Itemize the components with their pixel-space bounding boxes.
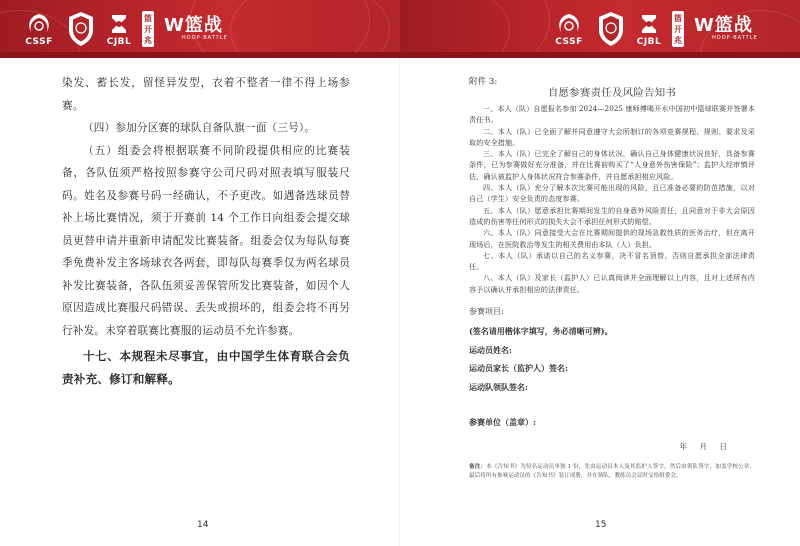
cssf-label: CSSF <box>555 36 583 47</box>
document-title: 自愿参赛责任及风险告知书 <box>547 87 677 99</box>
cjbl-logo <box>636 12 662 47</box>
paragraph: （五）组委会将根据联赛不同阶段提供相应的比赛装备，各队伍须严格按照参赛守公司尺码对照表填写服装尺码。姓名及参赛号码一经确认，不予更改。如遇备选球员替补上场比赛情况，须于开赛前 14 个工作日向组委会提交球员更替申请并重新申请配发比赛装备。组委会仅为每队每赛季免费补发主客场球衣各两套，即每队每赛季仅为两名球员补发比赛装备，各队伍须妥善保管所发比赛装备，如因个人原因造成比赛服尺码错误、丢失或损坏的，组委会将不再另行补发。未穿着联赛比赛服的运动员不允许参赛。 <box>62 144 350 337</box>
crest-logo <box>596 10 626 48</box>
unit-stamp-field[interactable]: 参赛单位（盖章）: <box>469 417 536 428</box>
clause: 六、本人（队）同意接受大会在比赛期间提供的现场急救性质的医务治疗，但在离开现场后，在医院救治等发生的相关费用由本队（人）负担。 <box>469 228 755 249</box>
cssf-logo <box>22 12 56 47</box>
cjbl-logo <box>106 12 132 47</box>
cjbl-label: CJBL <box>636 36 662 47</box>
cssf-emblem-icon <box>552 12 586 36</box>
clause: 五、本人（队）愿意承担比赛期间发生的自身意外风险责任，且同意对于非大会原因造成的伤害等任何形式的损失大会不承担任何形式的赔偿。 <box>469 205 755 226</box>
clause: 二、本人（队）已全面了解并同意遵守大会所制订的各项竞赛规程、规则、要求及采取的安全措施。 <box>469 126 755 147</box>
hoop-battle-title: W篮战 <box>164 15 223 36</box>
clause: 四、本人（队）充分了解本次比赛可能出现的风险，且已准备必要的防范措施，以对自己（学生）安全负责的态度参赛。 <box>469 183 755 204</box>
crest-logo <box>66 10 96 48</box>
items-field[interactable]: 参赛项目: <box>469 307 504 317</box>
page-number: 15 <box>595 520 607 530</box>
cssf-logo <box>552 12 586 47</box>
page-number: 14 <box>197 520 209 530</box>
vertical-brand-mark: 篮开兆 <box>142 11 154 47</box>
sponsor-logos <box>552 8 758 50</box>
note-label: 备注： <box>469 464 487 470</box>
note-text: 本《告知书》为每名运动员单独 1 份，先由运动员本人及其监护人签字，然后由领队签字，加盖学校公章，最后将所有参赛运动员的《告知书》装订成册，并在领队、教练员会议时交给组委会。 <box>469 464 755 479</box>
hoop-battle-title: W篮战 <box>694 15 753 36</box>
team-leader-signature-field[interactable]: 运动队领队签名: <box>469 382 528 393</box>
clause: 三、本人（队）已完全了解自己的身体状况，确认自己身体健康状况良好，具备参赛条件，已为参赛做好充分准备，并在比赛前购买了“人身意外伤害保险”；监护人经审慎评估，确认被监护人身体状况符合参赛条件，并自愿承担相应风险。 <box>469 149 755 181</box>
hoop-battle-subtitle: HOOP·BATTLE <box>182 35 228 41</box>
guardian-signature-field[interactable]: 运动员家长（监护人）签名: <box>469 363 568 374</box>
cssf-label: CSSF <box>25 36 53 47</box>
cssf-emblem-icon <box>22 12 56 36</box>
cjbl-emblem-icon <box>636 12 662 36</box>
clause: 七、本人（队）承诺以自己的名义参赛，决不冒名顶替，否则自愿承担全部法律责任。 <box>469 250 755 272</box>
article-seventeen: 十七、本规程未尽事宜，由中国学生体育联合会负责补充、修订和解释。 <box>62 349 350 386</box>
clause: 一、本人（队）自愿报名参加 2024—2025 康师傅喝开水中国初中篮球联赛并签署本责任书。 <box>469 104 755 125</box>
cjbl-label: CJBL <box>106 36 132 47</box>
sponsor-logos <box>22 8 228 50</box>
hoop-battle-logo <box>694 17 758 41</box>
athlete-name-field[interactable]: 运动员姓名: <box>469 344 512 355</box>
hoop-battle-logo <box>164 17 228 41</box>
vertical-brand-mark: 篮开兆 <box>672 11 684 47</box>
clause: 八、本人（队）及家长（监护人）已认真阅读并全面理解以上内容，且对上述所有内容予以确认并承担相应的法律责任。 <box>469 273 755 294</box>
footnote <box>469 463 755 480</box>
appendix-label: 附件 3: <box>469 77 498 87</box>
cjbl-emblem-icon <box>106 12 132 36</box>
right-page-body <box>469 76 755 452</box>
signature-fields <box>469 303 755 397</box>
crest-emblem-icon <box>66 10 96 48</box>
paragraph: （四）参加分区赛的球队自备队旗一面（三号）。 <box>83 122 316 134</box>
hoop-battle-subtitle: HOOP·BATTLE <box>712 35 758 41</box>
date-field[interactable]: 年 月 日 <box>679 442 727 452</box>
paragraph: 染发、蓄长发，留怪异发型，衣着不整者一律不得上场参赛。 <box>62 77 350 112</box>
sign-instruction: (签名请用楷体字填写，务必清晰可辨)。 <box>469 325 613 336</box>
crest-emblem-icon <box>596 10 626 48</box>
left-page-body <box>62 72 350 391</box>
